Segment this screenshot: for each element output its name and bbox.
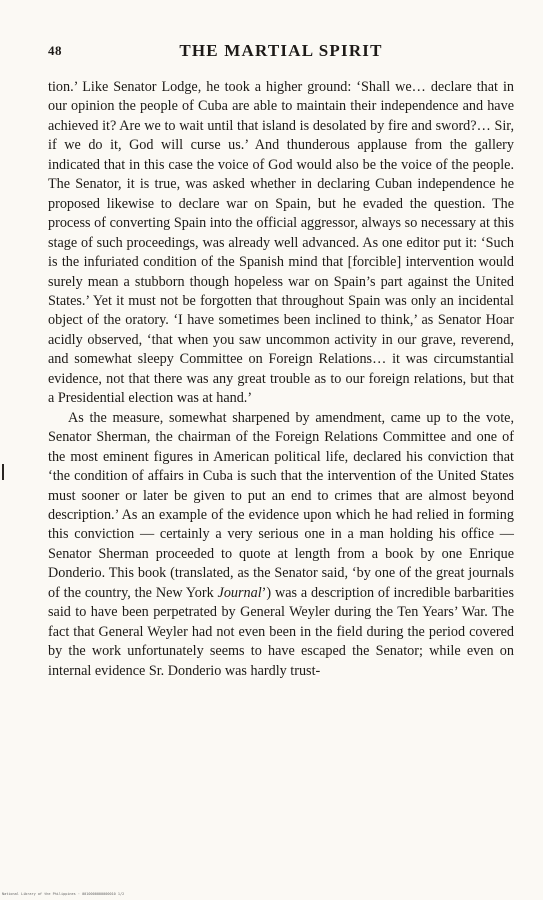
paragraph-1 (48, 78, 514, 409)
paragraph-2 (48, 409, 514, 681)
scan-footer-note: National Library of the Philippines · 0010000000000010 1/2 (2, 892, 125, 896)
paragraph-2-tail: ’) was a description of incredible barbarities said to have been perpetrated by General Weyler during the Ten Years’ War. The fact that General Weyler had not even been in the field during the period covered by the work unfortunately seems to have escaped the Senator; while even on internal evidence Sr. Donderio was hardly trust- (48, 584, 514, 679)
paragraph-1-text: tion.’ Like Senator Lodge, he took a higher ground: ‘Shall we… declare that in our opinion the people of Cuba are able to maintain their independence and have achieved it? Are we to wait until that island is desolated by fire and sword?… Sir, if we do it, God will curse us.’ And thunderous applause from the gallery indicated that in this case the voice of God would also be the voice of the people. The Senator, it is true, was asked whether in declaring Cuban independence he proposed likewise to declare war on Spain, but he evaded the question. The process of converting Spain into the official aggressor, always so necessary at this stage of such proceedings, was already well advanced. As one editor put it: ‘Such is the infuriated condition of the Spanish mind that [forcible] intervention would surely mean a stubborn though hopeless war on Spain’s part against the United States.’ Yet it must not be forgotten that throughout Spain was only an incidental object of the oratory. ‘I have sometimes been inclined to think,’ as Senator Hoar acidly observed, ‘that when you saw uncommon activity in our grave, reverend, and somewhat sleepy Committee on Foreign Relations… it was circumstantial evidence, not that there was any great trouble as to our foreign relations, but that a Presidential election was at hand.’ (48, 79, 514, 407)
page-number: 48 (48, 43, 62, 58)
running-head (48, 41, 514, 63)
margin-mark (2, 464, 4, 480)
paragraph-2-italic: Journal (217, 584, 262, 601)
paragraph-2-text: As the measure, somewhat sharpened by amendment, came up to the vote, Senator Sherman, the chairman of the Foreign Relations Committee and one of the most eminent figures in American political life, declared his conviction that ‘the condition of affairs in Cuba is such that the intervention of the United States must sooner or later be given to put an end to crimes that are almost beyond description.’ As an example of the evidence upon which he had relied in forming this conviction — certainly a very serious one in a man holding his office — Senator Sherman proceeded to quote at length from a book by one Enrique Donderio. This book (translated, as the Senator said, ‘by one of the great journals of the country, the New York (48, 409, 514, 601)
body-text (48, 78, 514, 681)
running-title: THE MARTIAL SPIRIT (179, 41, 383, 60)
